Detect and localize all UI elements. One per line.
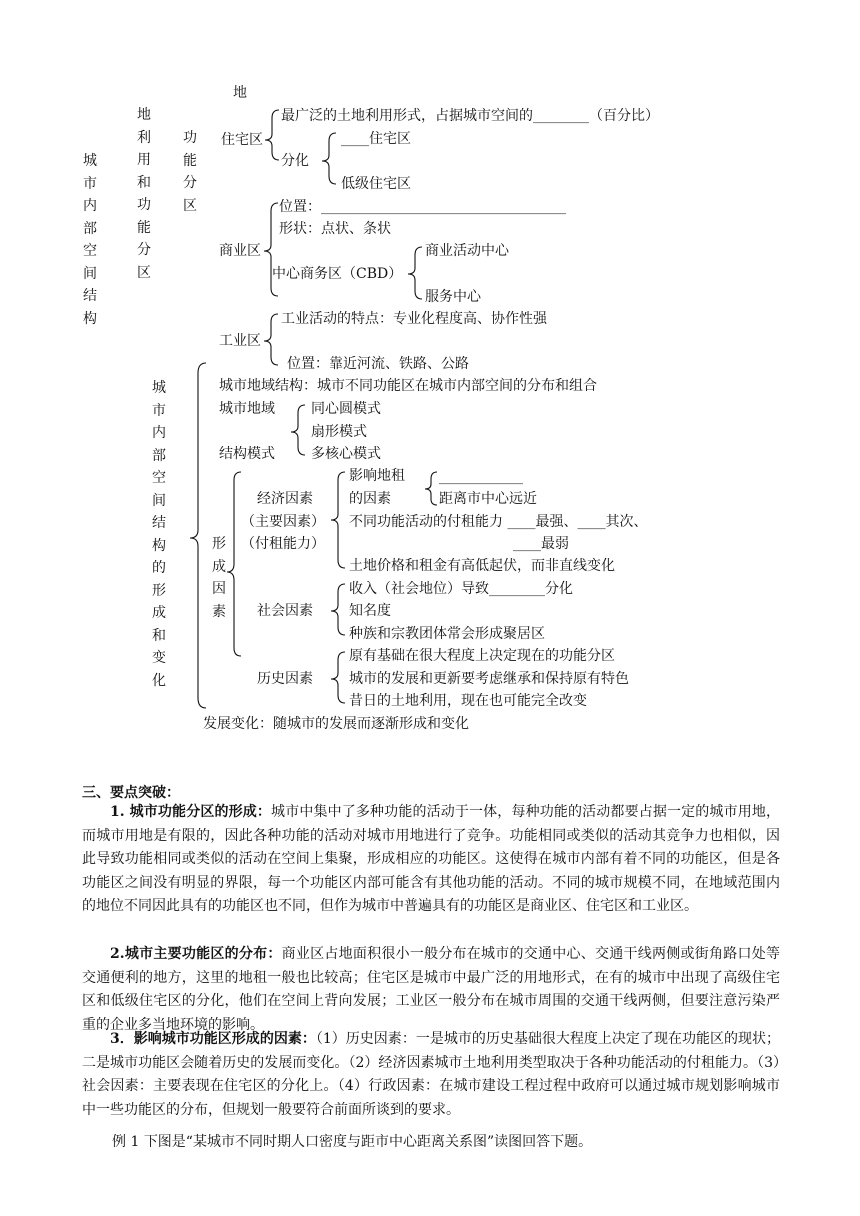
rent-factor-label-1: 影响地租: [349, 468, 405, 484]
example-text: 下图是“某城市不同时期人口密度与距市中心距离关系图”读图回答下题。: [143, 1134, 593, 1150]
industrial-feature: 工业活动的特点：专业化程度高、协作性强: [281, 311, 547, 327]
social-item: 知名度: [349, 603, 391, 619]
structure-definition: 城市地域结构：城市不同功能区在城市内部空间的分布和组合: [219, 378, 597, 394]
commercial-shape: 形状：点状、条状: [279, 221, 391, 237]
land-price-note: 土地价格和租金有高低起伏，而非直线变化: [349, 558, 615, 574]
rent-item-2: 距离市中心远近: [439, 491, 537, 507]
example-label: 例 1: [112, 1134, 140, 1150]
paragraph-1-title: 1. 城市功能分区的形成：: [110, 804, 272, 820]
diagram1-title: 城市内部空间结构: [83, 153, 97, 327]
cbd-item2: 服务中心: [425, 289, 481, 305]
diagram1-di: 地: [233, 85, 247, 101]
cbd-label: 中心商务区（CBD）: [272, 266, 403, 282]
paragraph-1-text: 城市中集中了多种功能的活动于一体，每种功能的活动都要占据一定的城市用地，而城市用地是有限的，因此各种功能的活动对城市用地进行了竞争。功能相同或类似的活动其竞争力也相似，因此导致功能相同或类似的活动在空间上集聚，形成相应的功能区。这使得在城市内部有着不同的功能区，但是各功能区之间没有明显的界限，每一个功能区内部可能含有其他功能的活动。不同的城市规模不同，在地域范围内的地位不同因此具有的功能区也不同，但作为城市中普遍具有的功能区是商业区、住宅区和工业区。: [82, 804, 780, 915]
cbd-item1: 商业活动中心: [425, 243, 509, 259]
factors-label: 形成因素: [212, 536, 226, 620]
rent-factor-label-2: 的因素: [349, 491, 391, 507]
model-label-1: 城市地域: [219, 401, 275, 417]
social-label: 社会因素: [257, 603, 313, 619]
economic-label-2: （主要因素）: [241, 514, 325, 530]
economic-label-3: （付租能力）: [241, 536, 325, 552]
paragraph-2: [82, 943, 780, 1037]
paragraph-3-title: 3．影响城市功能区形成的因素：: [110, 1031, 316, 1047]
model-item: 多核心模式: [311, 446, 381, 462]
historical-label: 历史因素: [257, 671, 313, 687]
section-heading: 三、要点突破：: [82, 785, 180, 801]
residential-high: ____住宅区: [341, 131, 411, 147]
residential-low: 低级住宅区: [341, 176, 411, 192]
paragraph-3-text: （1）历史因素：一是城市的历史基础很大程度上决定了现在功能区的现状；二是城市功能区会随着历史的发展而变化。（2）经济因素城市土地利用类型取决于各种功能活动的付租能力。（3）社会因素：主要表现在住宅区的分化上。（4）行政因素：在城市建设工程过程中政府可以通过城市规划影响城市中一些功能区的分布，但规划一般要符合前面所谈到的要求。: [82, 1031, 781, 1118]
model-item: 扇形模式: [311, 424, 367, 440]
paragraph-2-text: 商业区占地面积很小一般分布在城市的交通中心、交通干线两侧或街角路口处等交通便利的地方，这里的地租一般也比较高；住宅区是城市中最广泛的用地形式，在有的城市中出现了高级住宅区和低级住宅区的分化，他们在空间上背向发展；工业区一般分布在城市周围的交通干线两侧，但要注意污染严重的企业多当地环境的影响。: [82, 946, 780, 1033]
rent-item-1: ____________: [439, 469, 523, 485]
industrial-location: 位置：靠近河流、铁路、公路: [287, 356, 469, 372]
historical-item: 昔日的土地利用，现在也可能完全改变: [349, 693, 587, 709]
industrial-label: 工业区: [219, 333, 261, 349]
example-1: [112, 1131, 592, 1151]
economic-label-1: 经济因素: [257, 491, 313, 507]
residential-line1: 最广泛的土地利用形式，占据城市空间的________（百分比）: [281, 108, 659, 124]
bid-rent-line-2: ____最弱: [513, 536, 569, 552]
social-item: 种族和宗教团体常会形成聚居区: [349, 626, 545, 642]
paragraph-1: [82, 801, 780, 919]
commercial-location: 位置：___________________________________: [279, 199, 566, 215]
model-item: 同心圆模式: [311, 401, 381, 417]
model-label-2: 结构模式: [219, 446, 275, 462]
paragraph-2-title: 2.城市主要功能区的分布：: [110, 946, 282, 962]
residential-fenhua: 分化: [281, 153, 309, 169]
commercial-label: 商业区: [219, 243, 261, 259]
bid-rent-line-1: 不同功能活动的付租能力 ____最强、____其次、: [349, 514, 648, 530]
diagram2-title: 城市内部空间结构的形成和变化: [152, 380, 166, 689]
development-note: 发展变化：随城市的发展而逐渐形成和变化: [203, 716, 469, 732]
diagram1-function-column: 功能分区: [183, 130, 197, 214]
historical-item: 城市的发展和更新要考虑继承和保持原有特色: [349, 671, 629, 687]
diagram1-land-use-column: 地利用和功能分区: [137, 107, 151, 281]
residential-label: 住宅区: [221, 132, 263, 148]
historical-item: 原有基础在很大程度上决定现在的功能分区: [349, 648, 615, 664]
paragraph-3: [82, 1028, 780, 1122]
social-item: 收入（社会地位）导致________分化: [349, 581, 573, 597]
